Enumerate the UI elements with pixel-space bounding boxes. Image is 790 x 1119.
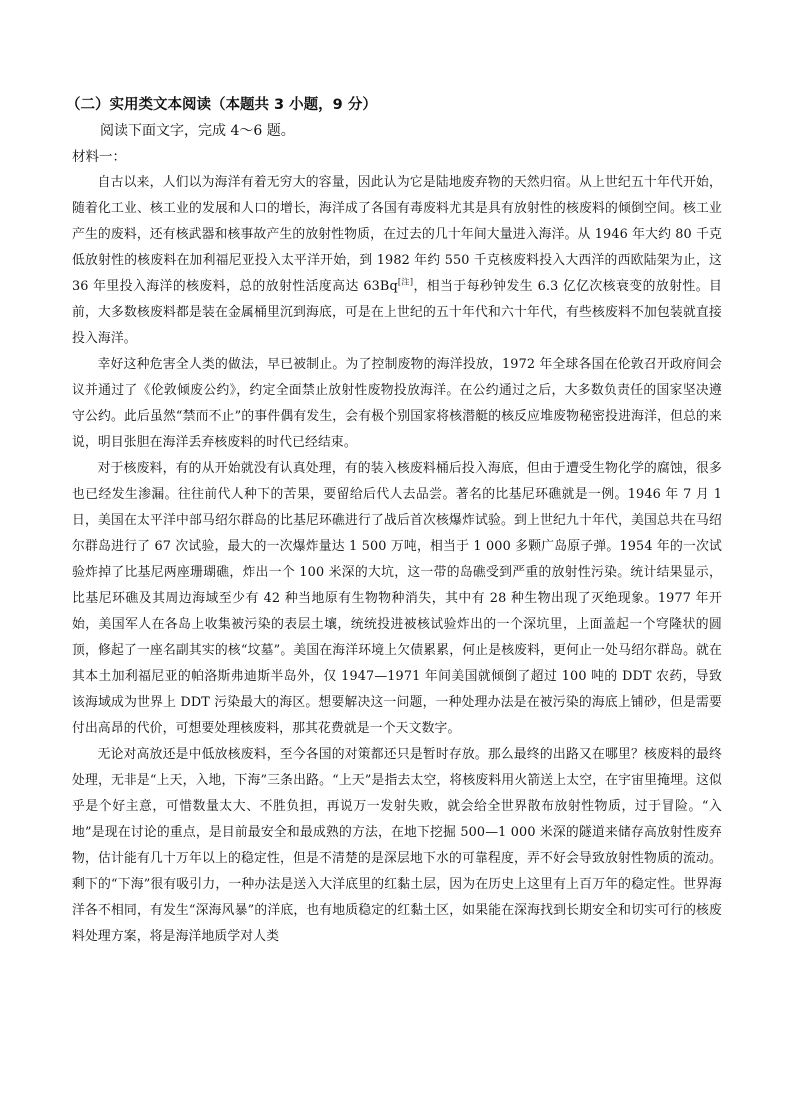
paragraph-2: 幸好这种危害全人类的做法，早已被制止。为了控制废物的海洋投放，1972 年全球各国在伦敦召开政府间会议并通过了《伦敦倾废公约》，约定全面禁止放射性废物投放海洋。在公约通过之后，大多数负责任的国家坚决遵守公约。此后虽然“禁而不止”的事件偶有发生，会有极个别国家将核潜艇的核反应堆废物秘密投进海洋，但总的来说，明目张胆在海洋丢弃核废料的时代已经结束。: [72, 357, 722, 450]
paragraph-1-text-a: 自古以来，人们以为海洋有着无穷大的容量，因此认为它是陆地废弃物的天然归宿。从上世纪五十年代开始，随着化工业、核工业的发展和人口的增长，海洋成了各国有毒废料尤其是具有放射性的核废料的倾倒空间。核工业产生的废料，还有核武器和核事故产生的放射性物质，在过去的几十年间大量进入海洋。从 1946 年大约 80 千克低放射性的核废料在加利福尼亚投入太平洋开始，到 1982 年约 550 千克核废料投入大西洋的西欧陆架为止，这 36 年里投入海洋的核废料，总的放射性活度高达 63Bq: [72, 175, 722, 294]
paragraph-4: 无论对高放还是中低放核废料，至今各国的对策都还只是暂时存放。那么最终的出路又在哪里？核废料的最终处理，无非是“上天，入地，下海”三条出路。“上天”是指去太空，将核废料用火箭送上太空，在宇宙里掩埋。这似乎是个好主意，可惜数量太大、不胜负担，再说万一发射失败，就会给全世界散布放射性物质，过于冒险。“入地”是现在讨论的重点，是目前最安全和最成熟的方法，在地下挖掘 500—1 000 米深的隧道来储存高放射性废弃物，估计能有几十万年以上的稳定性，但是不清楚的是深层地下水的可靠程度，弄不好会导致放射性物质的流动。剩下的“下海”很有吸引力，一种办法是送入大洋底里的红黏土层，因为在历史上这里有上百万年的稳定性。世界海洋各不相同，有发生“深海风暴”的洋底，也有地质稳定的红黏土区，如果能在深海找到长期安全和切实可行的核废料处理方案，将是海洋地质学对人类: [72, 747, 722, 944]
paragraph-1-text-b: ，相当于每秒钟发生 6.3 亿亿次核衰变的放射性。目前，大多数核废料都是装在金属桶里沉到海底，可是在上世纪的五十年代和六十年代，有些核废料不加包装就直接投入海洋。: [72, 279, 723, 346]
instruction-text: 阅读下面文字，完成 4～6 题。: [100, 123, 295, 139]
paragraph-1: [72, 170, 722, 352]
paragraph-3: 对于核废料，有的从开始就没有认真处理，有的装入核废料桶后投入海底，但由于遭受生物化学的腐蚀，很多也已经发生渗漏。往往前代人种下的苦果，要留给后代人去品尝。著名的比基尼环礁就是一例。1946 年 7 月 1 日，美国在太平洋中部马绍尔群岛的比基尼环礁进行了战后首次核爆炸试验。到上世纪九十年代，美国总共在马绍尔群岛进行了 67 次试验，最大的一次爆炸量达 1 500 万吨，相当于 1 000 多颗广岛原子弹。1954 年的一次试验炸掉了比基尼两座珊瑚礁，炸出一个 100 米深的大坑，这一带的岛礁受到严重的放射性污染。统计结果显示，比基尼环礁及其周边海域至少有 42 种当地原有生物物种消失，其中有 28 种生物出现了灭绝现象。1977 年开始，美国军人在各岛上收集被污染的表层土壤，统统投进被核试验炸出的一个深坑里，上面盖起一个穹隆状的圆顶，修起了一座名副其实的核“坟墓”。美国在海洋环境上欠债累累，何止是核废料，更何止一处马绍尔群岛。就在其本土加利福尼亚的帕洛斯弗迪斯半岛外，仅 1947—1971 年间美国就倾倒了超过 100 吨的 DDT 农药，导致该海域成为世界上 DDT 污染最大的海区。想要解决这一问题，一种处理办法是在被污染的海底上铺砂，但是需要付出高昂的代价，可想要处理核废料，那其花费就是一个天文数字。: [72, 461, 722, 736]
section-title: （二）实用类文本阅读（本题共 3 小题，9 分）: [66, 97, 377, 113]
material-label: 材料一：: [72, 149, 126, 165]
footnote-marker: [注]: [397, 277, 414, 287]
document-page: [66, 92, 723, 950]
